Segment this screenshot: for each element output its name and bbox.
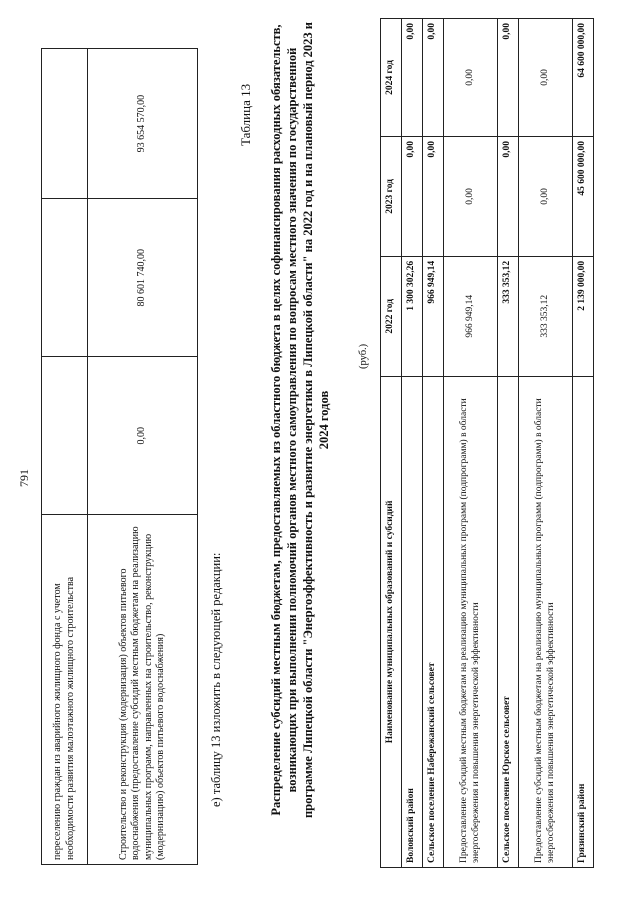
- table-row: [444, 19, 498, 868]
- value-2024: 64 600 000,00: [573, 19, 594, 137]
- value-2023: 0,00: [444, 136, 498, 256]
- value-2024: 0,00: [402, 19, 423, 137]
- table-header-row: [381, 19, 402, 868]
- table-label: Таблица 13: [238, 83, 253, 146]
- value-2022: 966 949,14: [444, 256, 498, 376]
- row-name: Сельское поселение Набережанский сельсовет: [423, 376, 444, 867]
- table-row: [88, 49, 198, 865]
- table-row: [573, 19, 594, 868]
- table-row: [423, 19, 444, 868]
- table-row: [402, 19, 423, 868]
- table-cell: [42, 49, 88, 199]
- value-2023: 0,00: [498, 136, 519, 256]
- table-cell: Строительство и реконструкция (модернизация) объектов питьевого водоснабжения (предоставление субсидий местным бюджетам на реализацию муниципальных программ, направленных на строительство, реконструкцию (модернизацию) объектов питьевого водоснабжения): [88, 515, 198, 865]
- value-2024: 0,00: [444, 19, 498, 137]
- continued-table: [41, 48, 198, 865]
- table-row: [42, 49, 88, 865]
- table-cell: 0,00: [88, 357, 198, 515]
- value-2023: 45 600 000,00: [573, 136, 594, 256]
- table-cell: переселению граждан из аварийного жилищного фонда с учетом необходимости развития малоэтажного жилищного строительства: [42, 515, 88, 865]
- subsidy-table: [380, 18, 594, 868]
- row-name: Сельское поселение Юрское сельсовет: [498, 376, 519, 867]
- intro-text: е) таблицу 13 изложить в следующей редакции:: [209, 552, 223, 807]
- row-name: Предоставление субсидий местным бюджетам на реализацию муниципальных программ (подпрограмм) в области энергосбережения и повышения энергетической эффективности: [519, 376, 573, 867]
- value-2022: 1 300 302,26: [402, 256, 423, 376]
- value-2022: 966 949,14: [423, 256, 444, 376]
- value-2023: 0,00: [423, 136, 444, 256]
- value-2023: 0,00: [402, 136, 423, 256]
- value-2022: 2 139 000,00: [573, 256, 594, 376]
- table-row: [519, 19, 573, 868]
- row-name: Воловский район: [402, 376, 423, 867]
- value-2024: 0,00: [498, 19, 519, 137]
- table-cell: [42, 357, 88, 515]
- column-header: 2022 год: [381, 256, 402, 376]
- table-title: Распределение субсидий местным бюджетам, предоставляемых из областного бюджета в целях софинансирования расходных обязательств, возникающих при выполнении полномочий органов местного самоуправления по вопросам местного значения по государственной программе Липецкой области "Энергоэффективность и развитие энергетики в Липецкой области" на 2022 год и на плановый период 2023 и 2024 годов: [269, 22, 331, 819]
- value-2024: 0,00: [519, 19, 573, 137]
- value-2022: 333 353,12: [519, 256, 573, 376]
- table-row: [498, 19, 519, 868]
- row-name: Предоставление субсидий местным бюджетам на реализацию муниципальных программ (подпрограмм) в области энергосбережения и повышения энергетической эффективности: [444, 376, 498, 867]
- value-2024: 0,00: [423, 19, 444, 137]
- column-header: 2023 год: [381, 136, 402, 256]
- page-number: 791: [17, 469, 31, 487]
- value-2022: 333 353,12: [498, 256, 519, 376]
- unit-label: (руб.): [358, 343, 369, 369]
- table-cell: 93 654 570,00: [88, 49, 198, 199]
- row-name: Грязинский район: [573, 376, 594, 867]
- column-header: Наименование муниципальных образований и субсидий: [381, 376, 402, 867]
- table-cell: 80 601 740,00: [88, 199, 198, 357]
- column-header: 2024 год: [381, 19, 402, 137]
- table-cell: [42, 199, 88, 357]
- value-2023: 0,00: [519, 136, 573, 256]
